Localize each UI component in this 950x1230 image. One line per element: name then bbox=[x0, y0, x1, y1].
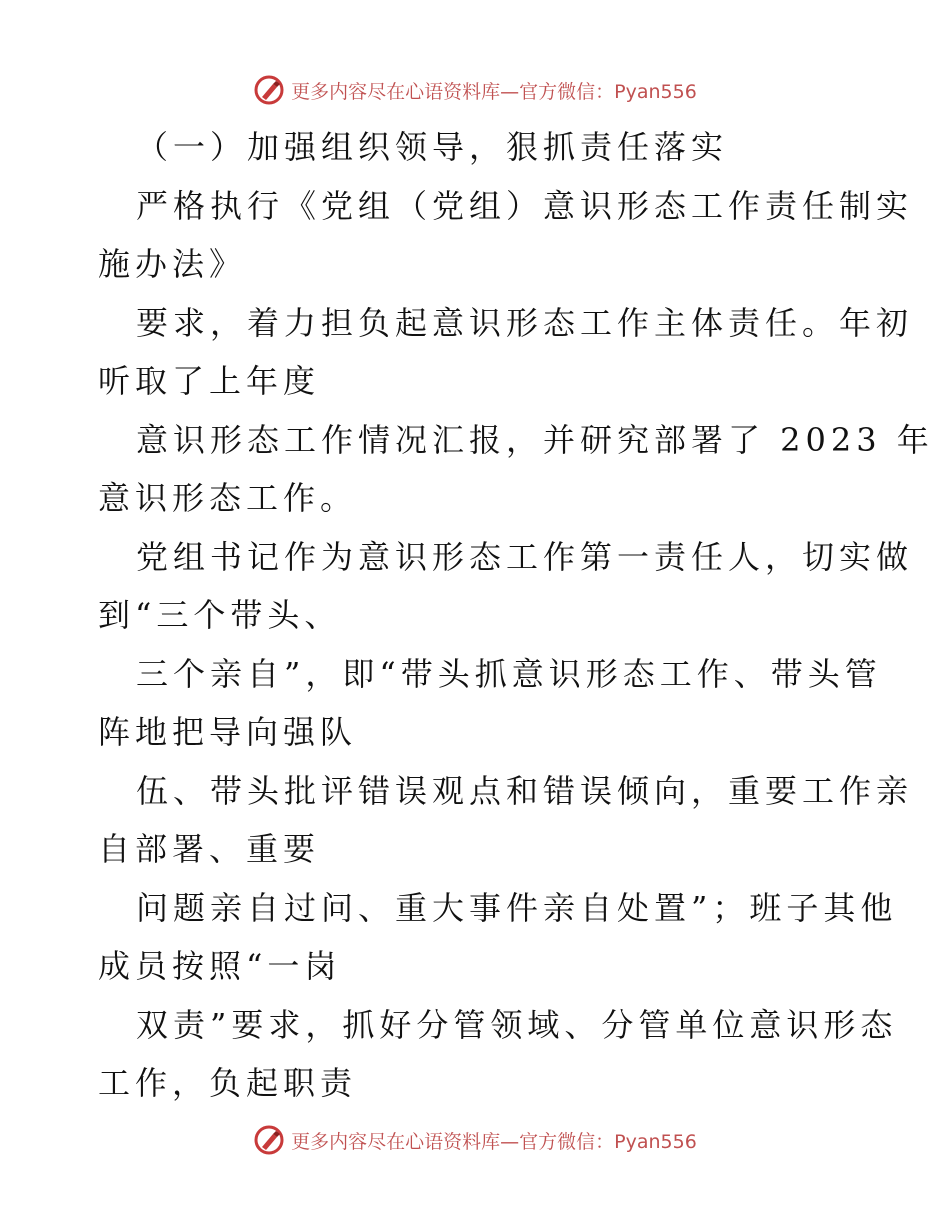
document-body bbox=[98, 118, 934, 1113]
paragraph-line: 听取了上年度 bbox=[98, 362, 321, 400]
paragraph-line: 意识形态工作情况汇报，并研究部署了 2023 年 bbox=[136, 420, 934, 459]
paragraph-line: 双责”要求，抓好分管领域、分管单位意识形态 bbox=[136, 1005, 898, 1044]
paragraph-line: 三个亲自”，即“带头抓意识形态工作、带头管 bbox=[136, 654, 882, 693]
paragraph-line: 伍、带头批评错误观点和错误倾向，重要工作亲 bbox=[136, 771, 914, 810]
footer-watermark-text: 更多内容尽在心语资料库—官方微信：Pyan556 bbox=[291, 1130, 697, 1153]
paragraph-line: 意识形态工作。 bbox=[98, 479, 358, 517]
paragraph-line: 施办法》 bbox=[98, 245, 247, 283]
paragraph-line: 阵地把导向强队 bbox=[98, 713, 358, 751]
paragraph-line: 成员按照“一岗 bbox=[98, 947, 342, 985]
header-watermark-text: 更多内容尽在心语资料库—官方微信：Pyan556 bbox=[291, 80, 697, 103]
paragraph-line: 工作，负起职责 bbox=[98, 1064, 358, 1102]
paragraph-line: 要求，着力担负起意识形态工作主体责任。年初 bbox=[136, 303, 914, 342]
paragraph-line: 党组书记作为意识形态工作第一责任人，切实做 bbox=[136, 537, 914, 576]
header-watermark bbox=[0, 70, 950, 110]
pen-logo-icon bbox=[253, 74, 285, 106]
pen-logo-icon bbox=[253, 1124, 285, 1156]
footer-watermark bbox=[0, 1120, 950, 1160]
paragraph-line: （一）加强组织领导，狠抓责任落实 bbox=[136, 128, 729, 166]
paragraph-line: 到“三个带头、 bbox=[98, 596, 342, 634]
paragraph-line: 问题亲自过问、重大事件亲自处置”；班子其他 bbox=[136, 888, 898, 927]
paragraph-line: 自部署、重要 bbox=[98, 830, 321, 868]
paragraph-line: 严格执行《党组（党组）意识形态工作责任制实 bbox=[136, 186, 914, 225]
